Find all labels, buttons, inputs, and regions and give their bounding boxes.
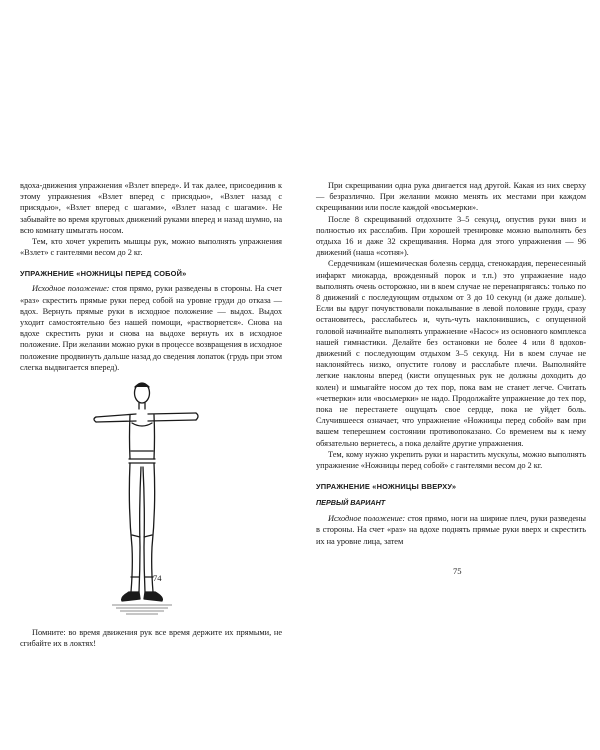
right-page	[316, 180, 586, 547]
man-arms-crossed-illustration	[92, 377, 212, 627]
left-paragraph-3-text: стоя прямо, руки разведены в стороны. На счет «раз» скрестить прямые руки перед собой на уровне груди до отказа — вдох. Вернуть прямые руки в исходное положение — выдох. Выдох уходит самостоятельно без нашей помощи, «растворяется». Снова на вдохе скрестить руки и снова на выдохе вернуть их в исходное положение. При желании можно руки в процессе возвращения в исходное положение продвинуть дальше назад до сведения лопаток (грудь при этом слегка выдвигается вперед).	[20, 284, 282, 372]
left-paragraph-3	[20, 283, 282, 373]
left-paragraph-2: Тем, кто хочет укрепить мышцы рук, можно выполнять упражнения «Взлет» с гантелями весом до 2 кг.	[20, 237, 282, 258]
exercise-heading-scissors-above: УПРАЖНЕНИЕ «НОЖНИЦЫ ВВЕРХУ»	[316, 482, 457, 492]
right-paragraph-2: После 8 скрещиваний отдохните 3–5 секунд, опустив руки вниз и полностью их расслабив. При хорошей тренировке можно выполнять без отдыха 16 и даже 32 скрещивания. Норма для этого упражнения — 96 движений (наша «сотня»).	[316, 214, 586, 258]
starting-position-label: Исходное положение:	[32, 284, 110, 294]
starting-position-label-2: Исходное положение:	[328, 514, 406, 524]
left-paragraph-1: вдоха-движения упражнения «Взлет вперед». И так далее, присоединив к этому упражнения «Взлет вперед с присядью», «Взлет назад с присядью», «Взлет вперед с шагами», «Взлет назад с шагами». Не забывайте во время круговых движений руками вперед и назад шумно, на всю комнату шмыгать носом.	[20, 181, 282, 235]
exercise-illustration	[20, 377, 282, 627]
first-variant-subheading: ПЕРВЫЙ ВАРИАНТ	[316, 498, 386, 508]
right-paragraph-1: При скрещивании одна рука двигается над другой. Какая из них сверху — безразлично. При желании можно менять их местами при каждом скрещивании или после каждой «восьмерки».	[316, 181, 586, 213]
right-paragraph-5-text: стоя прямо, ноги на ширине плеч, руки разведены в стороны. На счет «раз» на вдохе поднять прямые руки вверх и скрестить их на уровне лица, затем	[316, 514, 586, 546]
exercise-heading-scissors-front: УПРАЖНЕНИЕ «НОЖНИЦЫ ПЕРЕД СОБОЙ»	[20, 269, 187, 279]
left-page	[20, 180, 282, 649]
illustration-caption: Помните: во время движения рук все время держите их прямыми, не сгибайте их в локтях!	[20, 628, 282, 649]
page-number-left: 74	[153, 573, 162, 583]
right-paragraph-3: Сердечникам (ишемическая болезнь сердца, стенокардия, перенесенный инфаркт миокарда, врожденный порок и т.п.) это упражнение надо выполнять очень осторожно, ни в коем случае не перенапрягаясь: только по 8 движений с последующим отдыхом от 3 до 10 секунд (и даже дольше). Если вы вдруг почувствовали покалывание в левой половине груди, сразу остановитесь, расслабьтесь и, чуть-чуть наклонившись, с опущенной головой начинайте выполнять упражнение «Насос» из основного комплекса нашей гимнастики. Делайте без остановки не более 4 или 8 вдохов-движений с последующим отдыхом 3–5 секунд. Ни в коем случае не наклоняйтесь низко, опустите голову и расслабьте плечи. Выполняйте легкие наклоны вперед (кисти опущенных рук не должны доходить до колен) и шмыгайте носом до тех пор, пока вам не станет легче. Считать «четверки» или «восьмерки» не надо. Продолжайте упражнение до тех пор, пока не перестанете ощущать свое сердце, пока не уйдет боль. Случившееся означает, что упражнение «Ножницы перед собой» вам при вашем теперешнем состоянии противопоказано. Со временем вы к нему обязательно вернетесь, а пока делайте другие упражнения.	[316, 259, 586, 448]
right-paragraph-4: Тем, кому нужно укрепить руки и нарастить мускулы, можно выполнять упражнение «Ножницы перед собой» с гантелями весом до 2 кг.	[316, 449, 586, 471]
page-number-right: 75	[453, 566, 462, 576]
right-paragraph-5	[316, 513, 586, 547]
